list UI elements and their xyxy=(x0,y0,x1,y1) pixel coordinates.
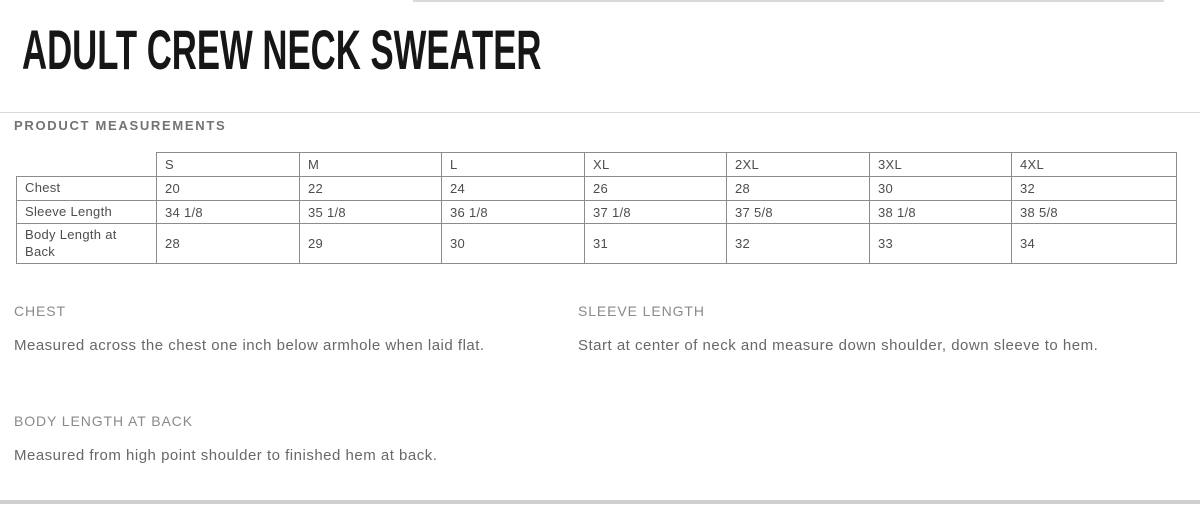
size-column-header-m: M xyxy=(300,153,442,177)
body-value-l: 30 xyxy=(442,224,585,264)
body-value-3xl: 33 xyxy=(870,224,1012,264)
note-sleeve-length xyxy=(578,303,1100,362)
table-row-sleeve-length xyxy=(17,201,1177,224)
size-column-header-3xl: 3XL xyxy=(870,153,1012,177)
body-value-xl: 31 xyxy=(585,224,727,264)
table-row-chest xyxy=(17,177,1177,201)
size-header-row xyxy=(17,153,1177,177)
note-chest-description: Measured across the chest one inch below armhole when laid flat. xyxy=(14,336,485,354)
row-label: Sleeve Length xyxy=(17,201,157,224)
chest-value-2xl: 28 xyxy=(727,177,870,201)
note-chest-heading: CHEST xyxy=(14,303,66,319)
section-divider xyxy=(0,112,1200,113)
note-body-heading: BODY LENGTH AT BACK xyxy=(14,413,193,429)
top-border-line xyxy=(413,0,1164,2)
size-column-header-l: L xyxy=(442,153,585,177)
sleeve-value-l: 36 1/8 xyxy=(442,201,585,224)
body-value-2xl: 32 xyxy=(727,224,870,264)
sleeve-value-4xl: 38 5/8 xyxy=(1012,201,1177,224)
body-value-4xl: 34 xyxy=(1012,224,1177,264)
page-title: ADULT CREW NECK SWEATER xyxy=(22,18,542,81)
sleeve-value-2xl: 37 5/8 xyxy=(727,201,870,224)
chest-value-xl: 26 xyxy=(585,177,727,201)
chest-value-l: 24 xyxy=(442,177,585,201)
chest-value-s: 20 xyxy=(157,177,300,201)
row-label: Body Length at Back xyxy=(17,224,157,264)
note-body-description: Measured from high point shoulder to finished hem at back. xyxy=(14,446,438,464)
section-heading: PRODUCT MEASUREMENTS xyxy=(14,118,227,133)
size-column-header-xl: XL xyxy=(585,153,727,177)
sleeve-value-s: 34 1/8 xyxy=(157,201,300,224)
size-column-header-4xl: 4XL xyxy=(1012,153,1177,177)
sleeve-value-m: 35 1/8 xyxy=(300,201,442,224)
size-column-header-s: S xyxy=(157,153,300,177)
note-body-length-at-back xyxy=(14,413,574,472)
table-row-body-length-at-back xyxy=(17,224,1177,264)
sleeve-value-xl: 37 1/8 xyxy=(585,201,727,224)
chest-value-m: 22 xyxy=(300,177,442,201)
chest-value-3xl: 30 xyxy=(870,177,1012,201)
note-chest xyxy=(14,303,559,362)
body-value-m: 29 xyxy=(300,224,442,264)
sleeve-value-3xl: 38 1/8 xyxy=(870,201,1012,224)
footer-bar xyxy=(0,500,1200,504)
body-value-s: 28 xyxy=(157,224,300,264)
note-sleeve-description: Start at center of neck and measure down shoulder, down sleeve to hem. xyxy=(578,336,1099,354)
note-sleeve-heading: SLEEVE LENGTH xyxy=(578,303,705,319)
row-label: Chest xyxy=(17,177,157,201)
chest-value-4xl: 32 xyxy=(1012,177,1177,201)
size-column-header-2xl: 2XL xyxy=(727,153,870,177)
corner-cell xyxy=(17,153,157,177)
size-chart-table xyxy=(16,152,1177,264)
